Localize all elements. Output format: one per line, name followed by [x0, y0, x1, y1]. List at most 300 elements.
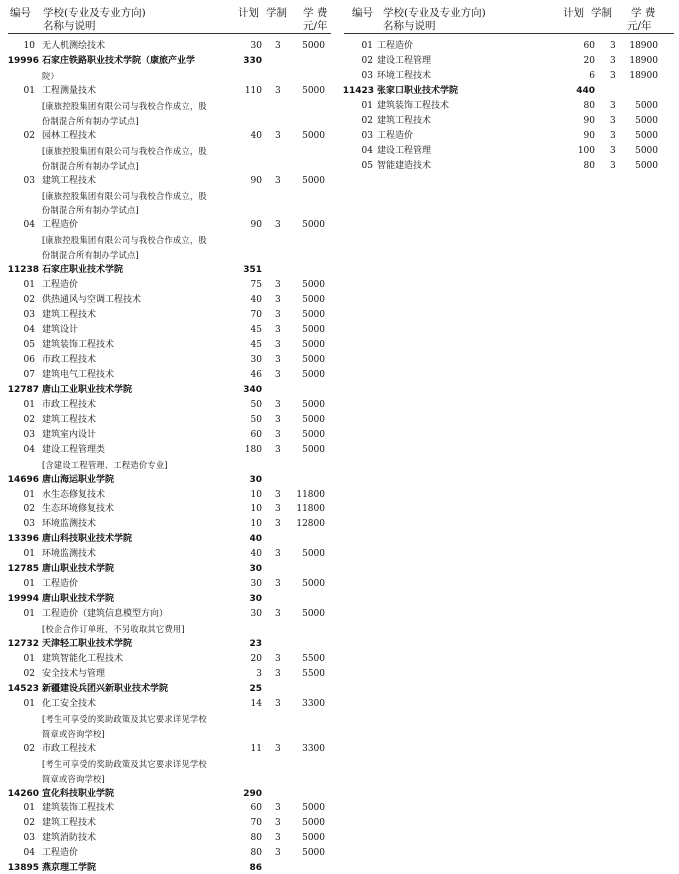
plan-count: 351: [243, 265, 262, 276]
description-note: 院）: [42, 70, 59, 81]
fee-value: 11800: [296, 489, 325, 500]
description-note: 份制混合所有制办学试点]: [42, 205, 139, 216]
major-code: 01: [23, 803, 35, 814]
major-code: 02: [23, 295, 35, 306]
school-row: [0, 264, 679, 276]
fee-value: 11800: [296, 504, 325, 515]
major-name: 安全技术与管理: [42, 668, 106, 679]
fee-value: 5000: [302, 549, 325, 560]
plan-count: 11: [250, 743, 262, 754]
major-row: [0, 817, 679, 829]
major-code: 03: [23, 175, 35, 186]
major-code: 04: [23, 220, 35, 231]
school-name: 唐山海运职业学院: [42, 474, 115, 485]
duration-value: 3: [275, 609, 281, 620]
duration-value: 3: [610, 70, 616, 81]
fee-value: 5000: [302, 444, 325, 455]
duration-value: 3: [275, 833, 281, 844]
duration-value: 3: [275, 41, 281, 51]
duration-value: 3: [275, 504, 281, 515]
major-row: [0, 130, 679, 142]
school-name: 宣化科技职业学院: [42, 788, 115, 799]
plan-count: 60: [250, 803, 262, 814]
plan-count: 340: [243, 384, 262, 395]
major-name: 生态环境修复技术: [42, 504, 115, 515]
school-code: 13396: [7, 534, 39, 545]
school-row: [0, 683, 679, 695]
duration-value: 3: [610, 115, 616, 126]
description-note: 份制混合所有制办学试点]: [42, 160, 139, 171]
school-code: 19996: [7, 55, 39, 66]
right-header-rule: [344, 33, 674, 34]
fee-value: 5000: [302, 803, 325, 814]
major-code: 07: [23, 369, 35, 380]
school-code: 14260: [7, 788, 39, 799]
major-code: 02: [23, 130, 35, 141]
school-code: 14696: [7, 474, 39, 485]
school-name: 张家口职业技术学院: [377, 85, 459, 96]
major-code: 01: [23, 280, 35, 291]
duration-value: 3: [275, 668, 281, 679]
school-row: [0, 474, 679, 486]
major-row: [0, 339, 679, 351]
school-code: 12732: [7, 639, 39, 649]
major-code: 01: [23, 85, 35, 96]
fee-value: 18900: [629, 70, 658, 81]
major-name: 环境监测技术: [42, 519, 97, 530]
plan-count: 3: [256, 668, 262, 679]
plan-count: 45: [250, 325, 262, 336]
fee-value: 5000: [302, 41, 325, 51]
duration-value: 3: [275, 354, 281, 365]
plan-count: 75: [250, 280, 262, 291]
school-code: 14523: [7, 683, 39, 694]
fee-value: 5000: [302, 609, 325, 620]
major-row: [0, 429, 679, 441]
plan-count: 20: [250, 653, 262, 664]
header-fee-line2: 元/年: [627, 20, 652, 32]
major-name: 工程造价: [42, 220, 79, 231]
fee-value: 5000: [302, 414, 325, 425]
plan-count: 40: [250, 295, 262, 306]
major-row: [0, 832, 679, 844]
duration-value: 3: [275, 295, 281, 306]
major-name: 智能建造技术: [377, 160, 432, 171]
major-code: 03: [361, 70, 373, 81]
fee-value: 5000: [635, 145, 658, 156]
header-fee-line1: 学 费: [303, 7, 328, 19]
duration-value: 3: [275, 848, 281, 859]
major-row: [0, 548, 679, 560]
major-name: 建筑装饰工程技术: [377, 100, 450, 111]
major-name: 建设工程管理: [377, 145, 432, 156]
left-header-rule: [8, 33, 331, 34]
plan-count: 40: [250, 549, 262, 560]
description-note: [校企合作订单班，不另收取其它费用]: [42, 624, 185, 635]
major-code: 03: [23, 310, 35, 321]
description-note: 简章或咨询学校]: [42, 728, 105, 739]
plan-count: 30: [250, 354, 262, 365]
description-note: 份制混合所有制办学试点]: [42, 115, 139, 126]
fee-value: 5000: [635, 130, 658, 141]
duration-value: 3: [275, 803, 281, 814]
school-code: 11423: [342, 85, 374, 96]
duration-value: 3: [275, 818, 281, 829]
plan-count: 60: [583, 41, 595, 51]
plan-count: 70: [250, 818, 262, 829]
fee-value: 12800: [296, 519, 325, 530]
school-row: [0, 563, 679, 575]
plan-count: 330: [243, 55, 262, 66]
plan-count: 90: [583, 130, 595, 141]
school-code: 12785: [7, 564, 39, 575]
major-name: 建筑工程技术: [42, 414, 97, 425]
major-row: [0, 354, 679, 366]
school-name: 燕京理工学院: [42, 863, 97, 874]
major-name: 建设工程管理: [377, 55, 432, 66]
school-row: [0, 862, 679, 874]
major-code: 04: [23, 848, 35, 859]
school-code: 11238: [7, 265, 39, 276]
major-name: 环境监测技术: [42, 549, 97, 560]
major-row: [0, 847, 679, 859]
major-code: 03: [23, 833, 35, 844]
major-code: 03: [361, 130, 373, 141]
plan-count: 45: [250, 340, 262, 350]
plan-count: 90: [583, 115, 595, 126]
major-code: 04: [23, 325, 35, 336]
plan-count: 40: [250, 130, 262, 141]
plan-count: 20: [583, 55, 595, 66]
description-note: [康旅控股集团有限公司与我校合作成立，股: [42, 145, 207, 156]
major-row: [0, 668, 679, 680]
description-note: 份制混合所有制办学试点]: [42, 250, 139, 261]
major-code: 05: [361, 160, 373, 171]
major-code: 01: [23, 579, 35, 590]
plan-count: 70: [250, 310, 262, 321]
plan-count: 290: [243, 788, 262, 799]
fee-value: 5500: [302, 668, 325, 679]
major-code: 05: [23, 340, 35, 350]
plan-count: 86: [249, 863, 262, 874]
description-note: [考生可享受的奖助政策及其它要求详见学校: [42, 758, 207, 769]
major-name: 市政工程技术: [42, 743, 97, 754]
major-row: [0, 70, 679, 82]
header-plan: 计划: [238, 7, 259, 19]
plan-count: 30: [250, 579, 262, 590]
plan-count: 80: [583, 100, 595, 111]
major-code: 01: [23, 653, 35, 664]
plan-count: 50: [250, 399, 262, 410]
major-name: 工程造价: [377, 41, 414, 51]
duration-value: 3: [610, 41, 616, 51]
major-code: 02: [23, 668, 35, 679]
major-row: [0, 489, 679, 501]
fee-value: 5000: [302, 325, 325, 336]
fee-value: 5000: [635, 160, 658, 171]
major-name: 工程造价: [42, 848, 79, 859]
plan-count: 30: [249, 594, 262, 605]
header-duration: 学制: [591, 7, 612, 19]
major-name: 建筑工程技术: [42, 310, 97, 321]
major-row: [0, 444, 679, 456]
major-name: 建设工程管理类: [42, 444, 106, 455]
major-code: 02: [23, 414, 35, 425]
plan-count: 25: [249, 683, 262, 694]
plan-count: 180: [244, 444, 262, 455]
major-row: [0, 279, 679, 291]
major-name: 化工安全技术: [42, 698, 97, 709]
major-name: 建筑设计: [42, 325, 79, 336]
plan-count: 30: [249, 564, 262, 575]
major-row: [0, 324, 679, 336]
school-name: 石家庄职业技术学院: [42, 265, 124, 276]
school-name: 唐山职业技术学院: [42, 594, 115, 605]
fee-value: 18900: [629, 55, 658, 66]
major-name: 无人机测绘技术: [42, 41, 106, 51]
school-code: 19994: [7, 594, 39, 605]
school-row: [0, 788, 679, 800]
major-row: [0, 40, 679, 52]
fee-value: 5000: [302, 280, 325, 291]
major-row: [0, 653, 679, 665]
major-code: 01: [361, 100, 373, 111]
fee-value: 5500: [302, 653, 325, 664]
major-row: [0, 608, 679, 620]
plan-count: 14: [250, 698, 262, 709]
description-note: [康旅控股集团有限公司与我校合作成立，股: [42, 190, 207, 201]
fee-value: 18900: [629, 41, 658, 51]
major-row: [0, 743, 679, 755]
duration-value: 3: [275, 414, 281, 425]
fee-value: 5000: [302, 579, 325, 590]
major-code: 01: [23, 609, 35, 620]
description-note: [康旅控股集团有限公司与我校合作成立，股: [42, 100, 207, 111]
major-row: [0, 309, 679, 321]
plan-count: 90: [250, 175, 262, 186]
plan-count: 10: [250, 504, 262, 515]
header-fee-line1: 学 费: [631, 7, 656, 19]
duration-value: 3: [610, 130, 616, 141]
major-row: [0, 55, 679, 67]
plan-count: 90: [250, 220, 262, 231]
duration-value: 3: [610, 160, 616, 171]
duration-value: 3: [275, 175, 281, 186]
duration-value: 3: [275, 549, 281, 560]
duration-value: 3: [275, 444, 281, 455]
major-code: 01: [23, 489, 35, 500]
major-name: 建筑室内设计: [42, 429, 97, 440]
fee-value: 5000: [302, 85, 325, 96]
duration-value: 3: [275, 489, 281, 500]
major-code: 02: [361, 55, 373, 66]
duration-value: 3: [610, 55, 616, 66]
major-name: 园林工程技术: [42, 130, 97, 141]
major-name: 建筑装饰工程技术: [42, 803, 115, 814]
major-code: 03: [23, 429, 35, 440]
duration-value: 3: [275, 743, 281, 754]
school-row: [0, 85, 679, 97]
duration-value: 3: [275, 369, 281, 380]
major-name: 建筑工程技术: [377, 115, 432, 126]
fee-value: 5000: [302, 295, 325, 306]
major-code: 02: [23, 818, 35, 829]
major-name: 建筑工程技术: [42, 175, 97, 186]
fee-value: 5000: [302, 848, 325, 859]
school-row: [0, 593, 679, 605]
plan-count: 46: [250, 369, 262, 380]
description-note: 简章或咨询学校]: [42, 773, 105, 784]
school-row: [0, 533, 679, 545]
plan-count: 60: [250, 429, 262, 440]
major-name: 建筑工程技术: [42, 818, 97, 829]
description-note: [康旅控股集团有限公司与我校合作成立，股: [42, 235, 207, 246]
school-name: 唐山职业技术学院: [42, 564, 115, 575]
plan-count: 30: [249, 474, 262, 485]
major-row: [0, 802, 679, 814]
major-name: 建筑电气工程技术: [42, 369, 115, 380]
plan-count: 440: [576, 85, 595, 96]
major-row: [0, 399, 679, 411]
major-row: [0, 578, 679, 590]
major-name: 环境工程技术: [377, 70, 432, 81]
header-fee-line2: 元/年: [303, 20, 328, 32]
major-row: [0, 175, 679, 187]
major-row: [0, 414, 679, 426]
major-row: [0, 518, 679, 530]
major-name: 建筑装饰工程技术: [42, 340, 115, 350]
school-row: [0, 384, 679, 396]
major-row: [0, 160, 679, 172]
major-name: 建筑智能化工程技术: [42, 653, 124, 664]
header-school-line2: 名称与说明: [43, 20, 96, 32]
major-code: 01: [361, 41, 373, 51]
major-row: [0, 503, 679, 515]
header-code: 编号: [352, 7, 373, 19]
plan-count: 100: [577, 145, 595, 156]
major-name: 供热通风与空调工程技术: [42, 295, 142, 306]
major-name: 工程造价: [42, 280, 79, 291]
header-school-line1: 学校(专业及专业方向): [383, 7, 486, 19]
duration-value: 3: [610, 145, 616, 156]
major-name: 建筑消防技术: [42, 833, 97, 844]
fee-value: 5000: [302, 310, 325, 321]
duration-value: 3: [275, 399, 281, 410]
header-school-line2: 名称与说明: [383, 20, 436, 32]
plan-count: 6: [589, 70, 595, 81]
duration-value: 3: [275, 579, 281, 590]
fee-value: 5000: [302, 130, 325, 141]
major-row: [0, 369, 679, 381]
school-name: 石家庄铁路职业技术学院（康旅产业学: [42, 55, 196, 66]
fee-value: 3300: [302, 698, 325, 709]
plan-count: 110: [244, 85, 262, 96]
duration-value: 3: [275, 429, 281, 440]
header-school-line1: 学校(专业及专业方向): [43, 7, 146, 19]
school-name: 唐山工业职业技术学院: [42, 384, 133, 395]
plan-count: 40: [249, 534, 262, 545]
school-row: [0, 638, 679, 650]
major-code: 03: [23, 519, 35, 530]
duration-value: 3: [275, 698, 281, 709]
major-code: 04: [23, 444, 35, 455]
duration-value: 3: [275, 85, 281, 96]
major-name: 市政工程技术: [42, 354, 97, 365]
duration-value: 3: [275, 519, 281, 530]
header-code: 编号: [10, 7, 31, 19]
duration-value: 3: [275, 653, 281, 664]
fee-value: 5000: [302, 833, 325, 844]
major-name: 工程测量技术: [42, 85, 97, 96]
major-code: 01: [23, 698, 35, 709]
description-note: [考生可享受的奖助政策及其它要求详见学校: [42, 713, 207, 724]
major-name: 工程造价: [377, 130, 414, 141]
fee-value: 3300: [302, 743, 325, 754]
duration-value: 3: [275, 340, 281, 350]
fee-value: 5000: [302, 818, 325, 829]
plan-count: 80: [250, 848, 262, 859]
school-code: 12787: [7, 384, 39, 395]
plan-count: 80: [250, 833, 262, 844]
fee-value: 5000: [302, 399, 325, 410]
duration-value: 3: [610, 100, 616, 111]
duration-value: 3: [275, 280, 281, 291]
major-row: [0, 100, 679, 112]
major-code: 01: [23, 399, 35, 410]
fee-value: 5000: [302, 369, 325, 380]
major-code: 10: [23, 41, 35, 51]
major-name: 市政工程技术: [42, 399, 97, 410]
header-duration: 学制: [266, 7, 287, 19]
fee-value: 5000: [302, 175, 325, 186]
plan-count: 50: [250, 414, 262, 425]
major-code: 06: [23, 354, 35, 365]
plan-count: 80: [583, 160, 595, 171]
major-name: 工程造价（建筑信息模型方向）: [42, 609, 169, 620]
plan-count: 10: [250, 519, 262, 530]
school-code: 13895: [7, 863, 39, 874]
duration-value: 3: [275, 325, 281, 336]
fee-value: 5000: [302, 340, 325, 350]
major-row: [0, 294, 679, 306]
school-name: 新疆建设兵团兴新职业技术学院: [42, 683, 169, 694]
header-plan: 计划: [563, 7, 584, 19]
school-name: 天津轻工职业技术学院: [42, 639, 133, 649]
fee-value: 5000: [635, 115, 658, 126]
major-name: 工程造价: [42, 579, 79, 590]
plan-count: 10: [250, 489, 262, 500]
major-code: 02: [361, 115, 373, 126]
description-note: [含建设工程管理、工程造价专业]: [42, 459, 168, 470]
fee-value: 5000: [635, 100, 658, 111]
plan-count: 30: [250, 609, 262, 620]
school-name: 唐山科技职业技术学院: [42, 534, 133, 545]
major-row: [0, 115, 679, 127]
major-row: [0, 219, 679, 231]
fee-value: 5000: [302, 220, 325, 231]
plan-count: 30: [250, 41, 262, 51]
duration-value: 3: [275, 130, 281, 141]
duration-value: 3: [275, 220, 281, 231]
fee-value: 5000: [302, 429, 325, 440]
major-name: 水生态修复技术: [42, 489, 106, 500]
fee-value: 5000: [302, 354, 325, 365]
duration-value: 3: [275, 310, 281, 321]
major-code: 02: [23, 504, 35, 515]
major-code: 01: [23, 549, 35, 560]
major-row: [0, 698, 679, 710]
major-code: 04: [361, 145, 373, 156]
